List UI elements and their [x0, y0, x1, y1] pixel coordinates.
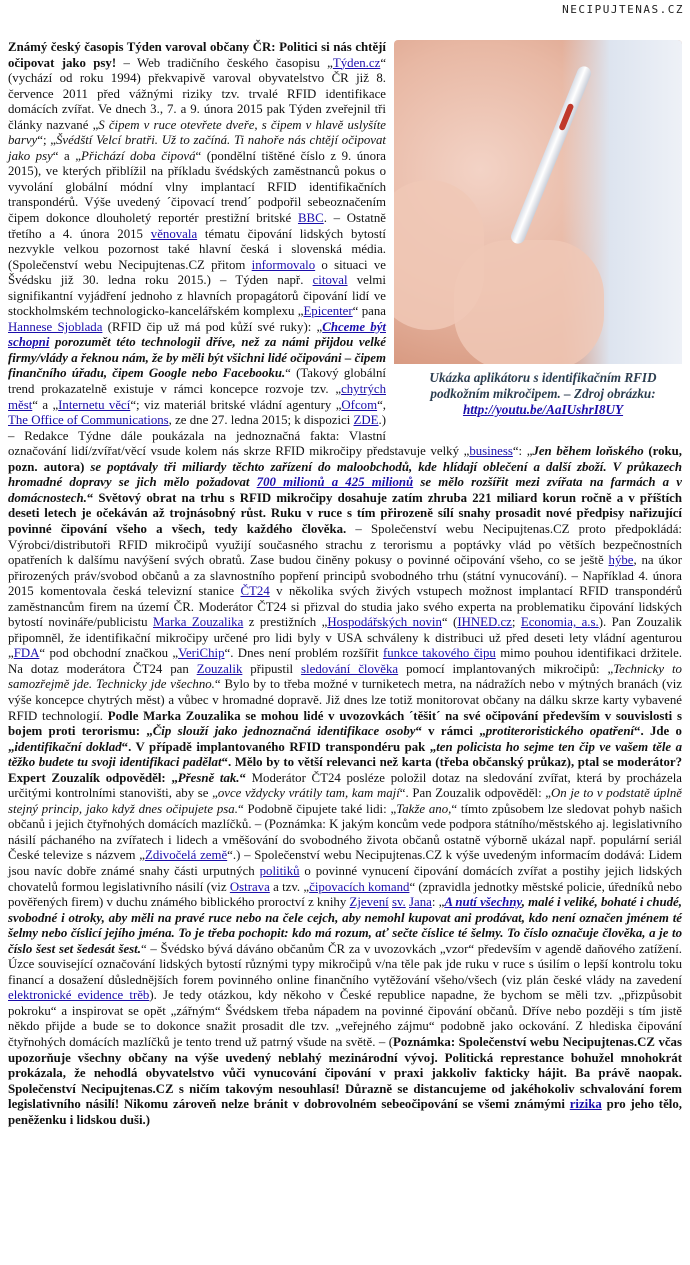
- caption-line: Ukázka aplikátoru s identifikačním RFID: [429, 370, 657, 385]
- rfid-applicator-photo: [394, 40, 682, 364]
- text-span: o situaci ve Švédsku již 30. ledna roku 2015.) – Týden např.: [8, 257, 386, 288]
- quote: se poptávaly tři miliardy těchto zařízení do maloobchodů, kde hlídají oblečení a další zboží. V průkazech hromadné dopravy se jich mělo požadovat: [8, 459, 682, 490]
- text-span: “ pana: [352, 304, 386, 319]
- link-chytrych-mest[interactable]: chytrých měst: [8, 382, 386, 412]
- text-span: – Web tradičního českého časopisu „: [116, 55, 333, 70]
- link-ihned[interactable]: IHNED.cz: [457, 615, 512, 630]
- link-funkce-cipu[interactable]: funkce takového čipu: [382, 646, 496, 661]
- link-venovala[interactable]: věnovala: [150, 226, 198, 241]
- text-span: “. Dnes není problém rozšířit: [224, 646, 383, 661]
- link-sv[interactable]: sv.: [391, 895, 406, 910]
- emphasis: Podle Marka Zouzalika se mohou lidé v uvozovkách ´těšit´ na své očipování především v souvislosti s bojem proti terorismu: „: [8, 708, 682, 739]
- closing-note: pro jeho tělo, peněženku i lidskou duši.): [8, 1097, 682, 1127]
- link-hospodarskych-novin[interactable]: Hospodářských novin: [327, 615, 442, 630]
- text-span: “; viz materiál britské vládní agentury „: [130, 397, 342, 412]
- text-span: ). Je tedy otázkou, kdy někoho v České republice napadne, že bychom se měli tzv. „přizpůsobit pokroku“ a inspirovat se opět „zářným“ Švédskem třeba nápadem na povinné čipování občanů. Dříve nebo později s tím jistě někdo přijde a bude se to dokonce snažit prosadit dle tzv. „veřejného zájmu“ podobně jako ockování. Z hlediska čipování čtyřnohých domácích mazlíčků je tento trend už patrný všude na světě. – (: [8, 988, 682, 1049]
- text-span: “ pod obchodní značkou „: [39, 646, 179, 661]
- link-zdivocela-zeme[interactable]: Zdivočelá země: [144, 848, 228, 863]
- quote: Takže ano,: [396, 801, 452, 816]
- text-span: “.) – Společenství webu Necipujtenas.CZ k výše uvedeným informacím dodává: Lidem jsou navíc dobře známé snahy části urputných: [8, 848, 683, 878]
- text-span: “ a „: [52, 148, 81, 163]
- text-span: “ tímto způsobem lze sledovat pohyb našich občanů i jejich čtyřnohých domácích mazlíčků. – (Poznámka: K jakým koncům vede podpora státního/městského aj. legislativního násilí páchaného na zvířatech i lidech a vměšování do svobodného života občanů ostatně výborně ukázal např. populární seriál České televize s názvem „: [8, 801, 682, 863]
- text-span: , ze dne 27. ledna 2015; k dispozici: [168, 413, 354, 428]
- text-span: (roku, pozn. autora): [8, 444, 682, 474]
- article-title: Přichází doba čipová: [80, 148, 196, 163]
- link-zouzalik[interactable]: Zouzalik: [196, 661, 243, 676]
- text-span: “ a „: [32, 397, 59, 412]
- text-span: ). Pan Zouzalik připomněl, že identifikační mikročipy určené pro lidi byly v USA schváleny k distribuci už před deseti lety vládní agenturou „: [8, 615, 682, 661]
- text-span: “ (zpravidla jednotky městské policie, úředníků nebo pověřených firem) v duchu známého biblického proroctví z knihy: [8, 879, 682, 910]
- text-span: “ Podobně čipujete také lidi: „: [237, 801, 397, 816]
- text-span: “ (: [441, 615, 458, 630]
- text-span: mimo pouhou identifikaci držitele. Na dotaz moderátora ČT24 pan: [8, 646, 682, 676]
- quote: On je to v podstatě úplně stejný princip, jako když dnes očipujete psa.: [8, 786, 682, 816]
- caption-line: podkožním mikročipem. – Zdroj obrázku:: [430, 386, 656, 401]
- link-a-nuti-vsechny[interactable]: A nutí všechny: [444, 895, 522, 910]
- text-span: pomocí implantovaných mikročipů: „: [398, 661, 614, 676]
- quote: Jen během loňského: [532, 444, 644, 459]
- emphasis: “. Jde o „: [8, 724, 682, 754]
- text-span: “,: [377, 397, 386, 412]
- figure-caption: [418, 370, 668, 418]
- quote: identifikační doklad: [14, 739, 122, 754]
- text-span: : „: [431, 895, 445, 910]
- text-span: a tzv. „: [269, 879, 310, 894]
- text-span: “ – Švédsko bývá dáváno občanům ČR za v uvozovkách „vzor“ především v agendě daňového zatížení. Úzce související označování lidských bytostí různými typy mikročipů v/na těle pak jde ruku v ruce s úsilím o lepší kontrolu toku financí a dosažení důslednějších forem povinného online finančního vytěžování všeho/všech (viz plán české vlády na zavedení: [8, 941, 682, 987]
- quote: se mělo rozšířit mezi zvířata na farmách a v domácnostech.: [8, 475, 682, 505]
- link-tyden[interactable]: Týden.cz: [332, 55, 381, 70]
- text-span: “ (Takový globální trend prokazatelně existuje v rámci koncepce rozvoje tzv. „: [8, 366, 386, 397]
- link-citoval[interactable]: citoval: [312, 273, 348, 288]
- emphasis: “: [239, 770, 246, 785]
- quote: porozumět této technologii dříve, než za námi přijdou velké firmy/vlády a řeknou nám, že by měli být všichni lidé očipováni – čipem finančního úřadu, čipem Google nebo Facebooku.: [8, 335, 386, 381]
- link-business[interactable]: business: [469, 444, 513, 459]
- text-span: tématu čipování lidských bytostí nezvykle velkou pozornost také hlavní česká i slovenská média. (Společenství webu Necipujtenas.CZ přitom: [8, 226, 386, 272]
- quote: ovce vždycky vrátily tam, kam mají: [217, 786, 400, 801]
- link-economia[interactable]: Economia, a.s.: [520, 615, 599, 630]
- link-jana[interactable]: Jana: [409, 895, 432, 910]
- quote: Čip slouží jako jednoznačná identifikace osoby: [152, 724, 416, 739]
- article-title: Švédští Velcí bratři. Už to začíná. Ti nahoře nás chtějí očipovat jako psy: [8, 133, 386, 163]
- headline: Známý český časopis Týden varoval občany ČR: Politici si nás chtějí očipovat jako psy!: [8, 40, 386, 70]
- text-span: z prestižních „: [243, 615, 328, 630]
- link-internetu-veci[interactable]: Internetu věcí: [58, 397, 131, 412]
- link-bbc[interactable]: BBC: [297, 211, 324, 226]
- link-verichip[interactable]: VeriChip: [178, 646, 225, 661]
- link-politiku[interactable]: politiků: [259, 863, 300, 878]
- link-epicenter[interactable]: Epicenter: [303, 304, 353, 319]
- link-hybe[interactable]: hýbe: [608, 553, 634, 568]
- emphasis: “. Mělo by to větší relevanci než karta (třeba občanský průkaz), ptal se moderátor? Expert Zouzalík odpověděl: „: [8, 755, 683, 785]
- closing-note: Poznámka: Společenství webu Necipujtenas.CZ včas upozorňuje všechny občany na výše uvedený neblahý mezinárodní vývoj. Politická represtance bohužel mnohokrát prokázala, že nehodlá obyvatelstvo vůči vynucování čipování v praxi jakkoliv fakticky hájit. Ba právě naopak. Společenství Necipujtenas.CZ s ničím takovým nesouhlasí! Důrazně se distancujeme od jakéhokoliv schvalování forem legislativního násilí! Nikomu zároveň nelze bránit v dobrovolném sebeočipování se všemi známými: [8, 1035, 682, 1112]
- text-span: “ (pondělní tištěné číslo z 9. února 2015), ve kterých přiblížil na příkladu švédských zaměstnanců pokus o vyvolání globální módní vlny implantací RFID identifikačních transpondérů. Výše uvedený ´čipovací trend´ podpořil sebeoznačením čipem dokonce dlouholetý reportér prestižní britské: [8, 148, 387, 226]
- link-office-of-communications[interactable]: The Office of Communications: [8, 413, 169, 428]
- quote: protiteroristického opatření: [485, 724, 635, 739]
- link-elektronicke-evidence[interactable]: elektronické evidence trěb: [8, 988, 150, 1003]
- caption-source-link[interactable]: http://youtu.be/AaIUshrI8UY: [462, 402, 624, 417]
- text-span: velmi signifikantní vyjádření jednoho z hlavních propagátorů čipování lidí ve stockholmském technologicko-kancelářském komplexu „: [8, 273, 386, 319]
- article-title: S čipem v ruce otevřete dveře, s čipem v hlavě uslyšíte barvy: [8, 117, 386, 148]
- quote: , malé i veliké, bohaté i chudé, svobodné i otroky, aby měli na pravé ruce nebo na čele cejch, aby nemohl kupovat ani prodávat, kdo není označen jménem té šelmy nebo číslicí jejího jména. To je třeba pochopit: kdo má rozum, ať sečte číslice té šelmy. To číslo označuje člověka, a je to číslo šest set šedesát šest.: [8, 895, 682, 956]
- quote: Přesně tak.: [177, 770, 240, 785]
- link-sledovani-cloveka[interactable]: sledování člověka: [301, 661, 399, 676]
- emphasis: “ v rámci „: [415, 724, 486, 739]
- link-zjeveni[interactable]: Zjevení: [349, 895, 389, 910]
- text-span: .) – Redakce Týdne dále poukázala na jednoznačná fakta: Vlastní označování lidí/zvířat/věcí vsude kolem nás skrze RFID mikročipy představuje velký „: [8, 413, 470, 459]
- text-span: “ (vychází od roku 1994) překvapivě varoval obyvatelstvo ČR již 8. července 2011 před vážnými riziky tzv. trvalé RFID identifikace domácích zvířat. Ve dnech 3., 7. a 9. února 2015 pak Týden zveřejnil tři články nazvané „: [8, 55, 387, 132]
- link-informovalo[interactable]: informovalo: [251, 257, 316, 272]
- article-figure: [394, 40, 682, 440]
- text-span: Moderátor ČT24 posléze položil dotaz na sledování zvířat, která by procházela určitými kontrolními stanovišti, aby se „: [8, 770, 682, 801]
- text-span: . – Ostatně třetího a 4. února 2015: [8, 211, 386, 241]
- text-span: o povinné vynucení čipování domácích zvířat a postihy jejich lidských chovatelů formou legislativního násilí (viz: [8, 863, 683, 894]
- link-ofcom[interactable]: Ofcom: [341, 397, 378, 412]
- text-span: , na úkor přirozených práv/svobod občanů a za slavnostního popření principů svobodného trhu (státní vynucování). – Například 4. února 2015 komentovala česká televizní stanice: [8, 553, 682, 599]
- link-zde[interactable]: ZDE: [353, 413, 379, 428]
- link-milionu[interactable]: 700 milionů a 425 milionů: [256, 475, 414, 490]
- link-chceme[interactable]: Chceme být schopni: [8, 319, 386, 350]
- text-span: v několika svých živých vstupech možnost implantací RFID transpondérů zaměstnancům firem na území ČR. Moderátor ČT24 si přizval do studia jako svého experta na problematiku čipování lidských bytostí novináře/publicistu: [8, 584, 682, 630]
- link-cipovacich-komand[interactable]: čipovacích komand: [309, 879, 410, 894]
- text-span: ;: [511, 615, 521, 630]
- link-fda[interactable]: FDA: [13, 646, 40, 661]
- text-span: “; „: [37, 133, 56, 148]
- text-span: “: „: [512, 444, 533, 459]
- site-title: NECIPUJTENAS.CZ: [562, 3, 684, 16]
- link-hannese-sjoblad[interactable]: Hannese Sjoblada: [8, 319, 103, 334]
- text-span: připustil: [242, 661, 302, 676]
- article-body: [8, 40, 682, 1128]
- text-span: “. Pan Zouzalik odpověděl: „: [399, 786, 551, 801]
- text-span: – Společenství webu Necipujtenas.CZ proto předpokládá: Výrobci/distributoři RFID mikročipů využijí současného strachu z terorismu a poptávky vlád po větších bezpečnostních opatřeních k dalšímu navýšení svých obratů. Zase budou činěny pokusy o povinné očipování všeho, co se ještě: [8, 521, 682, 568]
- emphasis: “. V případě implantovaného RFID transpondéru pak „: [121, 739, 437, 754]
- emphasis: “ Světový obrat na trhu s RFID mikročipy dosahuje zatím zhruba 221 miliard korun ročně a v příštích deseti letech je očekáván až trojnásobný růst. Ruku v ruce s tím přirozeně sílí snahy prosadit nové předpisy nařizující povinné čipování všeho a všech, tedy každého člověka.: [8, 490, 682, 536]
- link-rizika[interactable]: rizika: [569, 1097, 602, 1112]
- text-span: (RFID čip už má pod kůží své ruky): „: [102, 319, 323, 334]
- quote: Technicky to samozřejmě jde. Technicky jde všechno.: [8, 661, 682, 692]
- link-ostrava[interactable]: Ostrava: [229, 879, 270, 894]
- text-span: “ Bylo by to třeba možné v turniketech metra, na nádražích nebo v mýtných branách (viz výše koncepce chytrých měst) a vůbec v hromadné dopravě. Již dnes lze totiž monitorovat občany na dálku skrze karty vybavené RFID technologií.: [8, 677, 682, 723]
- quote: ten policista ho sejme ten čip ve vašem těle a těžko budete tu svoji identifikaci padělat: [8, 739, 682, 770]
- link-marka-zouzalika[interactable]: Marka Zouzalika: [152, 615, 244, 630]
- link-ct24[interactable]: ČT24: [240, 584, 270, 599]
